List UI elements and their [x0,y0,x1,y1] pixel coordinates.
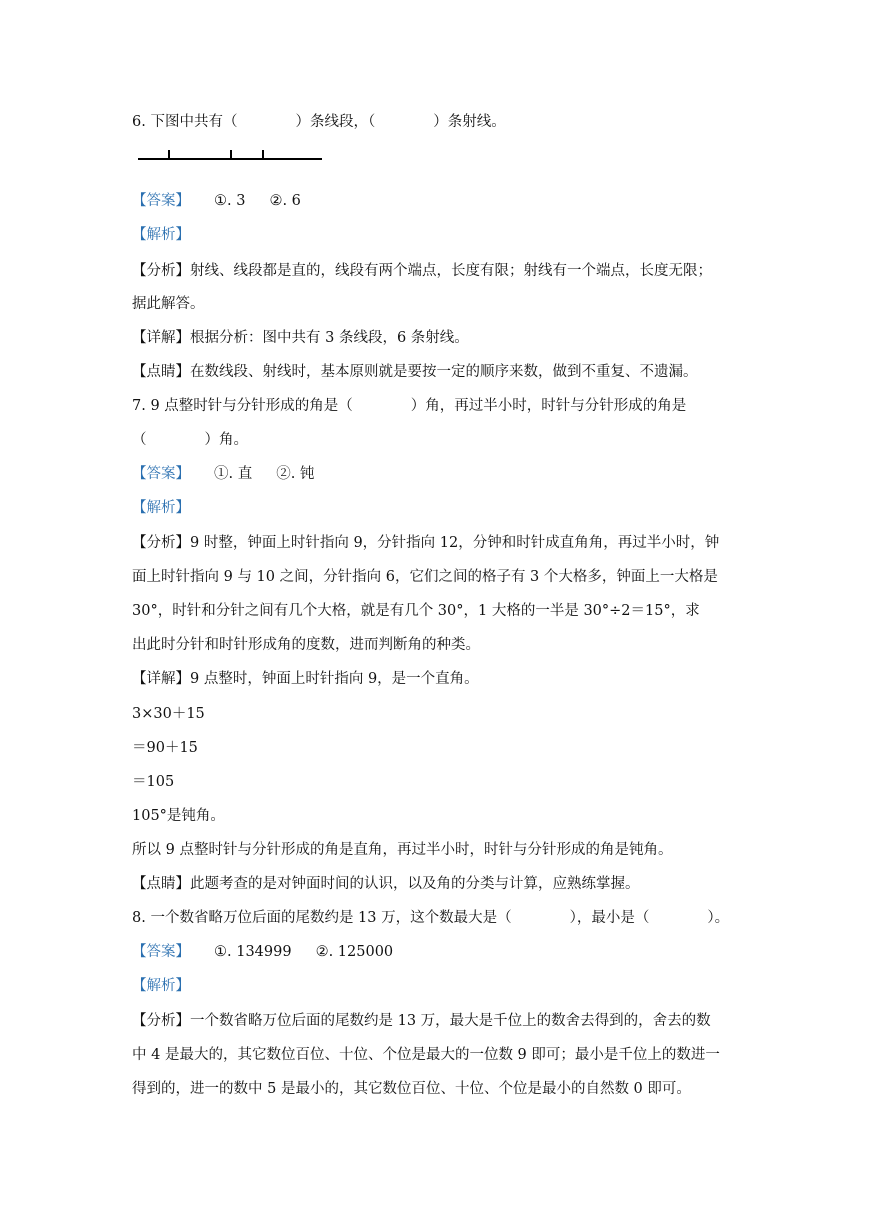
q6-answer [132,191,301,211]
fenxi-text: 一个数省略万位后面的尾数约是 13 万，最大是千位上的数舍去得到的，舍去的数 [190,1013,711,1029]
q7-calc-4: 105°是钝角。 [132,808,225,824]
answer-1: ①. 直 [214,466,253,482]
xiangjie-text: 根据分析：图中共有 3 条线段，6 条射线。 [190,330,469,346]
fenxi-tag: 【分析】 [132,1013,190,1029]
answer-1: ①. 134999 [214,944,292,960]
q8-answer [132,942,393,962]
q7-calc-1: 3×30＋15 [132,706,205,722]
answer-tag: 【答案】 [132,193,190,209]
dianjing-tag: 【点睛】 [132,364,190,380]
xiangjie-text: 9 点整时，钟面上时针指向 9，是一个直角。 [190,671,479,687]
q6-fenxi-line2: 据此解答。 [132,296,205,312]
q6-xiangjie [132,328,469,348]
q7-calc-2: ＝90＋15 [132,740,198,756]
q8-fenxi-line1 [132,1011,711,1031]
q6-analysis-tag: 【解析】 [132,227,190,243]
q7-question-line1: 7. 9 点整时针与分针形成的角是（ ）角，再过半小时，时针与分针形成的角是 [132,398,687,414]
q7-calc-3: ＝105 [132,774,175,790]
q7-answer [132,464,314,484]
xiangjie-tag: 【详解】 [132,671,190,687]
answer-2: ②. 6 [269,193,301,209]
answer-tag: 【答案】 [132,466,190,482]
q8-question: 8. 一个数省略万位后面的尾数约是 13 万，这个数最大是（ ），最小是（ ）。 [132,910,730,926]
answer-1: ①. 3 [214,193,246,209]
fenxi-text: 9 时整，钟面上时针指向 9，分针指向 12，分钟和时针成直角角，再过半小时，钟 [190,535,720,551]
line-figure [136,146,326,166]
q7-fenxi-line3: 30°，时针和分针之间有几个大格，就是有几个 30°，1 大格的一半是 30°÷2＝15°，求 [132,603,700,619]
q7-fenxi-line4: 出此时分针和时针形成角的度数，进而判断角的种类。 [132,637,480,653]
dianjing-text: 此题考查的是对钟面时间的认识，以及角的分类与计算，应熟练掌握。 [190,876,640,892]
q7-fenxi-line1 [132,533,719,553]
q7-question-line2: （ ）角。 [132,432,248,448]
fenxi-text: 射线、线段都是直的，线段有两个端点，长度有限；射线有一个端点，长度无限； [190,263,712,279]
q6-dianjing [132,362,698,382]
fenxi-tag: 【分析】 [132,535,190,551]
answer-tag: 【答案】 [132,944,190,960]
q7-dianjing [132,874,640,894]
dianjing-text: 在数线段、射线时，基本原则就是要按一定的顺序来数，做到不重复、不遗漏。 [190,364,698,380]
q7-xiangjie [132,669,479,689]
q6-question: 6. 下图中共有（ ）条线段，（ ）条射线。 [132,114,506,130]
xiangjie-tag: 【详解】 [132,330,190,346]
q6-fenxi-line1 [132,261,712,281]
q7-analysis-tag: 【解析】 [132,500,190,516]
answer-2: ②. 钝 [276,466,315,482]
q7-conclusion: 所以 9 点整时针与分针形成的角是直角，再过半小时，时针与分针形成的角是钝角。 [132,842,673,858]
answer-2: ②. 125000 [315,944,394,960]
q8-fenxi-line3: 得到的，进一的数中 5 是最小的，其它数位百位、十位、个位是最小的自然数 0 即可。 [132,1081,691,1097]
q7-fenxi-line2: 面上时针指向 9 与 10 之间，分针指向 6，它们之间的格子有 3 个大格多，钟面上一大格是 [132,569,718,585]
fenxi-tag: 【分析】 [132,263,190,279]
q8-analysis-tag: 【解析】 [132,978,190,994]
dianjing-tag: 【点睛】 [132,876,190,892]
q8-fenxi-line2: 中 4 是最大的，其它数位百位、十位、个位是最大的一位数 9 即可；最小是千位上的数进一 [132,1047,720,1063]
